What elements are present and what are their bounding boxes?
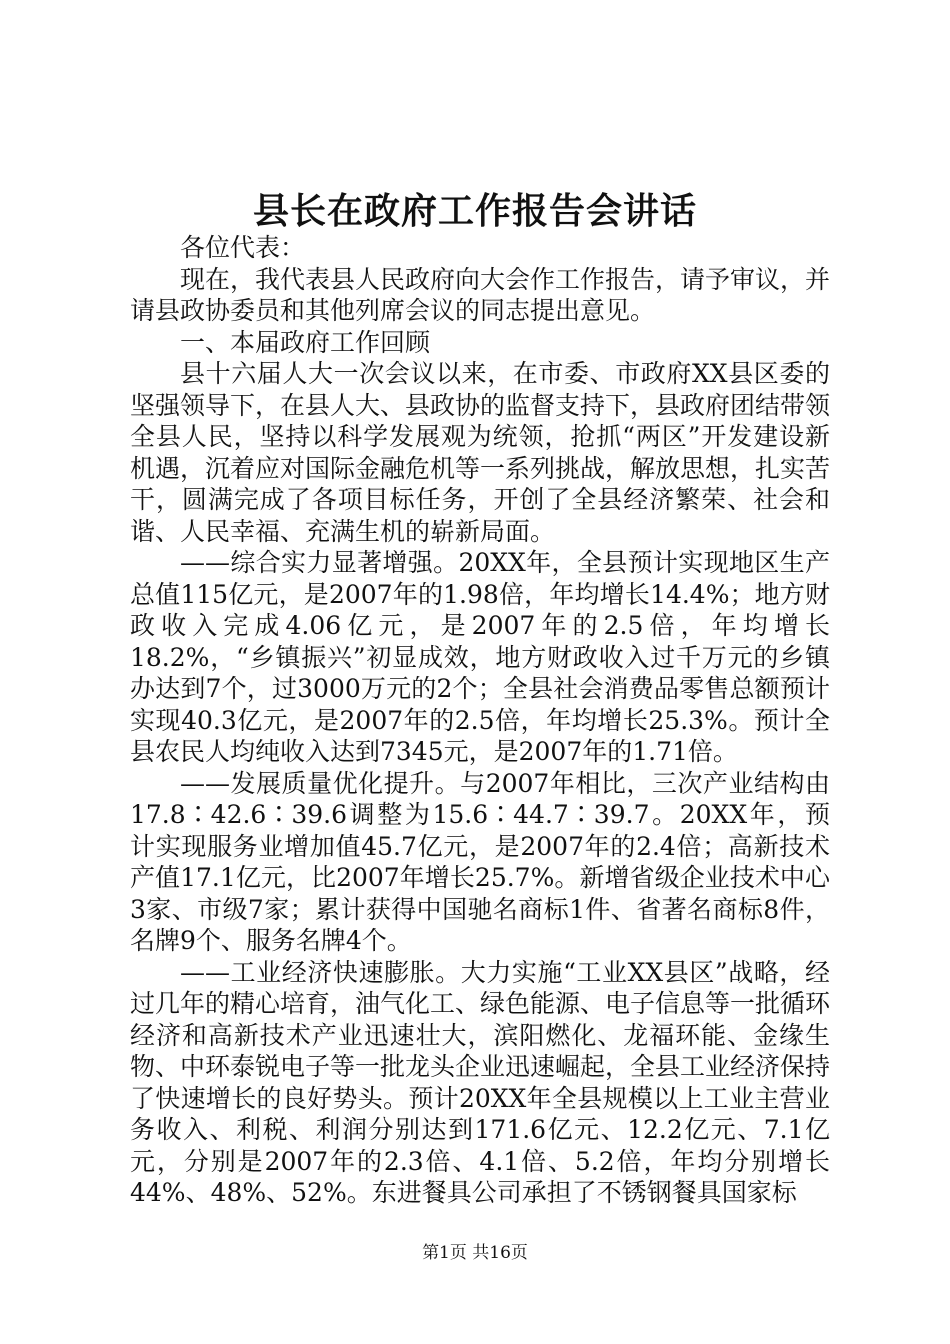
review-paragraph: 县十六届人大一次会议以来，在市委、市政府XX县区委的坚强领导下，在县人大、县政协的监督支持下，县政府团结带领全县人民，坚持以科学发展观为统领，抢抓“两区”开发建设新机遇，沉着应对国际金融危机等一系列挑战，解放思想，扎实苦干，圆满完成了各项目标任务，开创了全县经济繁荣、社会和谐、人民幸福、充满生机的崭新局面。 — [130, 359, 831, 546]
strength-paragraph: ——综合实力显著增强。20XX年，全县预计实现地区生产总值115亿元，是2007年的1.98倍，年均增长14.4%；地方财政收入完成4.06亿元，是2007年的2.5倍，年均增长18.2%，“乡镇振兴”初显成效，地方财政收入过千万元的乡镇办达到7个，过3000万元的2个；全县社会消费品零售总额预计实现40.3亿元，是2007年的2.5倍，年均增长25.3%。预计全县农民人均纯收入达到7345元，是2007年的1.71倍。 — [130, 548, 830, 766]
page-footer: 第1页 共16页 — [422, 1243, 528, 1263]
salutation: 各位代表： — [180, 233, 306, 262]
document-body — [130, 232, 830, 1209]
section-heading: 一、本届政府工作回顾 — [180, 327, 431, 357]
document-title: 县长在政府工作报告会讲话 — [252, 190, 697, 232]
quality-paragraph: ——发展质量优化提升。与2007年相比，三次产业结构由17.8∶42.6∶39.6调整为15.6∶44.7∶39.7。20XX年，预计实现服务业增加值45.7亿元，是2007年的2.4倍；高新技术产值17.1亿元，比2007年增长25.7%。新增省级企业技术中心3家、市级7家；累计获得中国驰名商标1件、省著名商标8件，名牌9个、服务名牌4个。 — [130, 768, 830, 955]
opening-paragraph: 现在，我代表县人民政府向大会作工作报告，请予审议，并请县政协委员和其他列席会议的同志提出意见。 — [130, 264, 831, 325]
industry-paragraph: ——工业经济快速膨胀。大力实施“工业XX县区”战略，经过几年的精心培育，油气化工、绿色能源、电子信息等一批循环经济和高新技术产业迅速壮大，滨阳燃化、龙福环能、金缘生物、中环泰锐电子等一批龙头企业迅速崛起，全县工业经济保持了快速增长的良好势头。预计20XX年全县规模以上工业主营业务收入、利税、利润分别达到171.6亿元、12.2亿元、7.1亿元，分别是2007年的2.3倍、4.1倍、5.2倍，年均分别增长44%、48%、52%。东进餐具公司承担了不锈钢餐具国家标 — [130, 957, 831, 1207]
